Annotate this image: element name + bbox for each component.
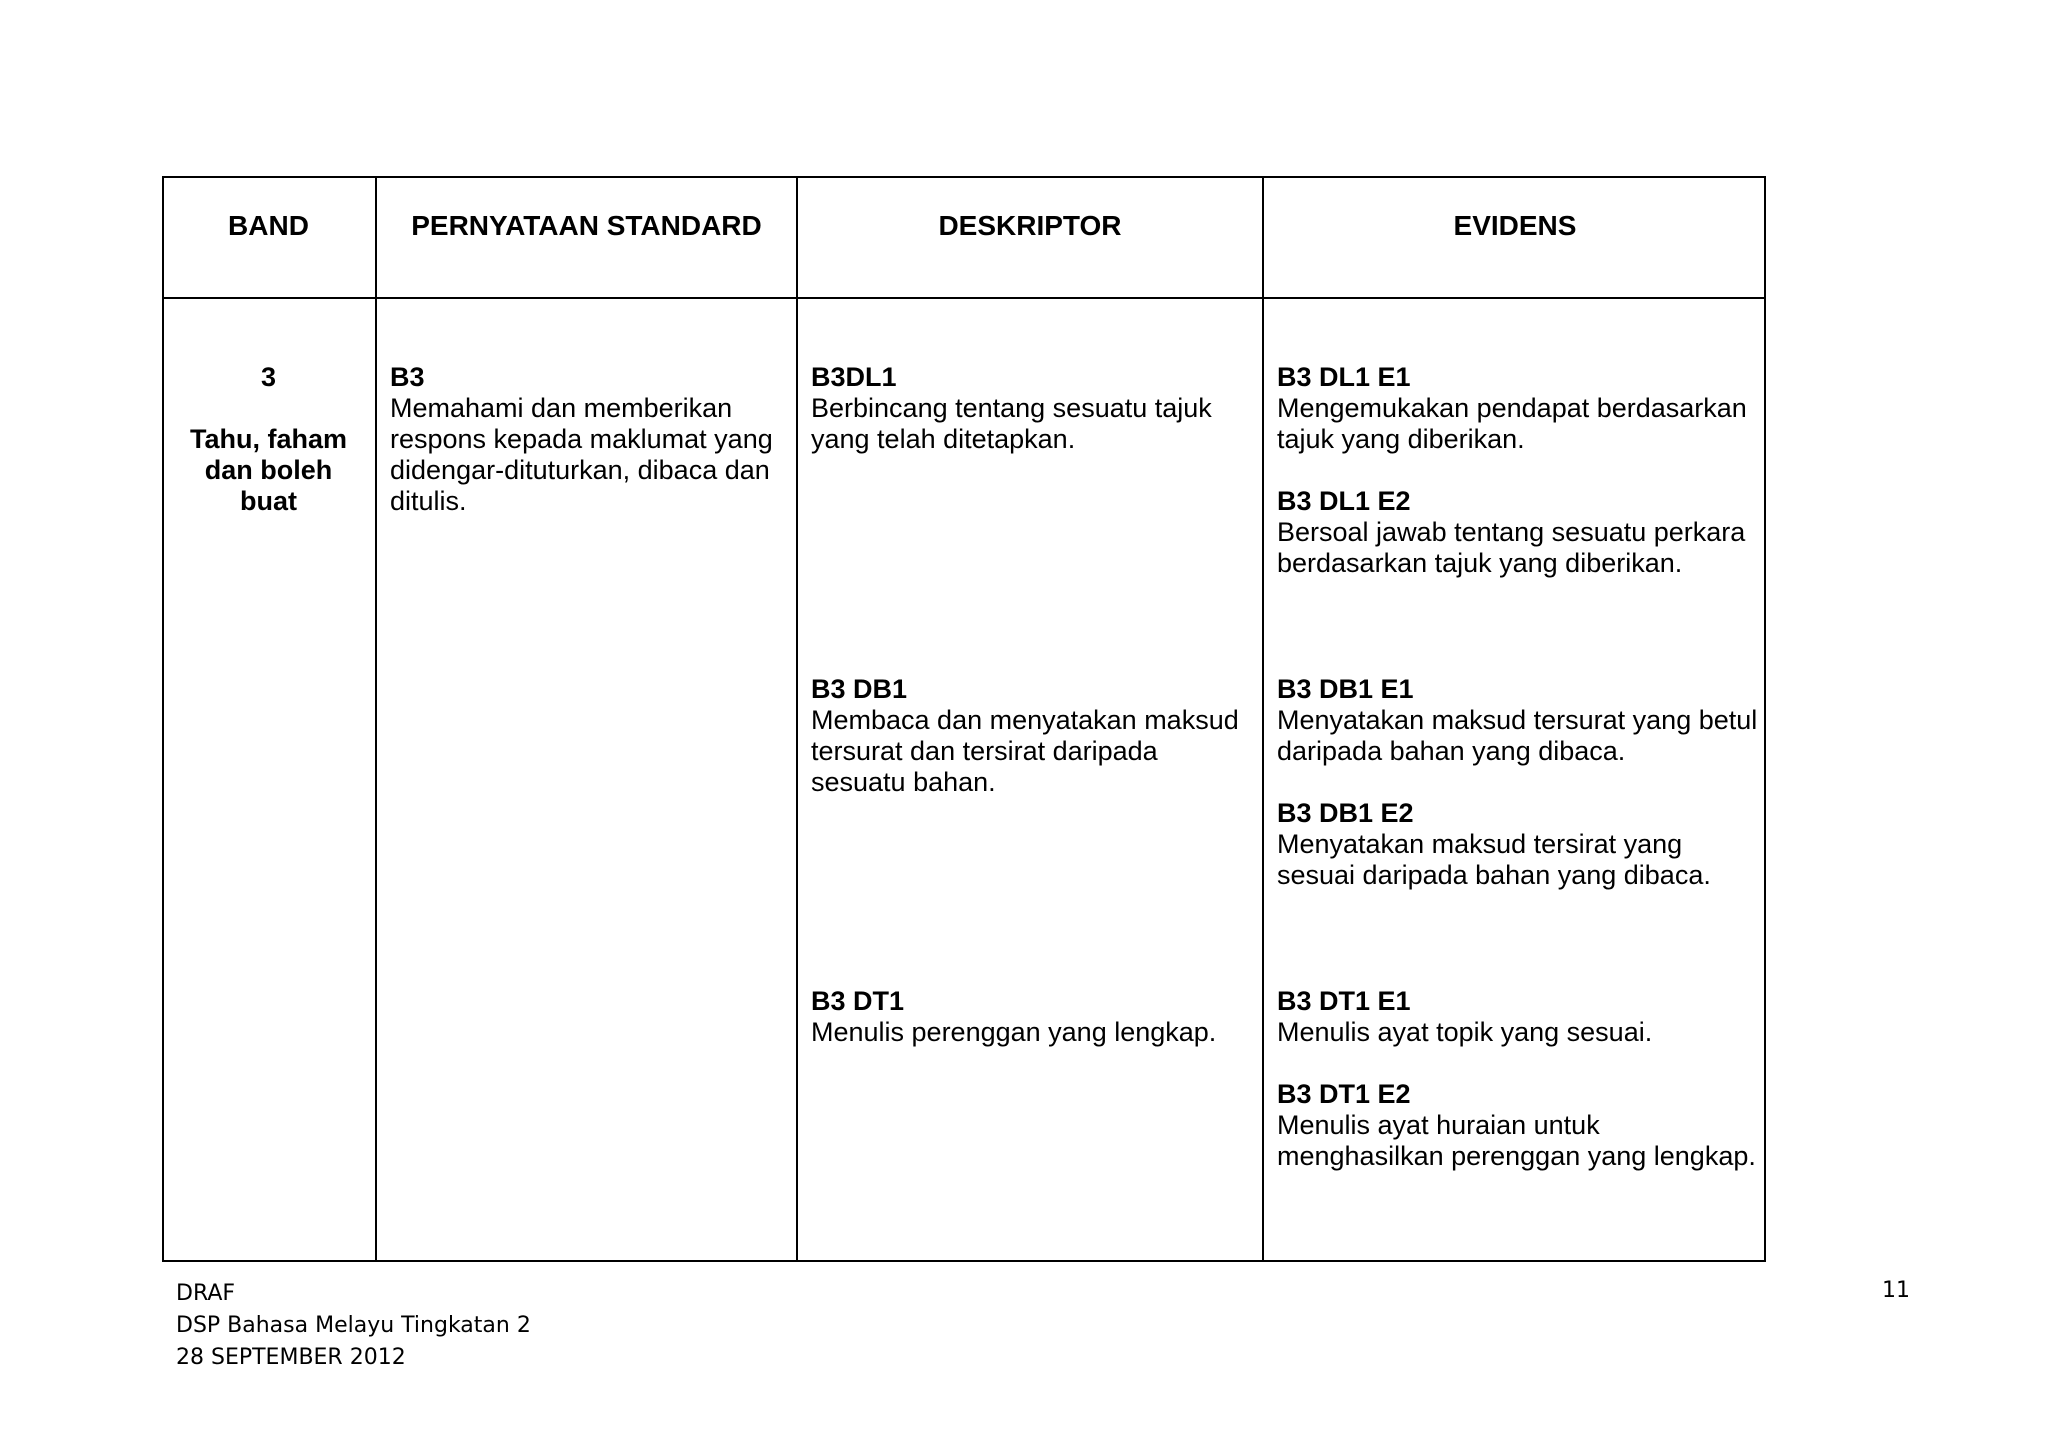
descriptor-text-line: sesuatu bahan. [811,767,996,797]
header-band: BAND [228,210,309,241]
header-evidens: EVIDENS [1453,210,1577,241]
descriptor-code: B3 DB1 [811,674,908,704]
evidens-code: B3 DB1 E2 [1277,798,1414,828]
evidens-dt1-e1 [1277,986,1652,1048]
page-footer [176,1278,531,1374]
evidens-db1-e1 [1277,674,1757,767]
header-deskriptor: DESKRIPTOR [938,210,1122,241]
evidens-text-line: Menulis ayat huraian untuk [1277,1110,1600,1140]
descriptor-db1 [811,674,1239,798]
evidens-text-line: Menyatakan maksud tersirat yang [1277,829,1683,859]
descriptor-code: B3DL1 [811,362,897,392]
evidens-code: B3 DL1 E1 [1277,362,1411,392]
evidens-db1-e2 [1277,798,1711,891]
footer-draft-label: DRAF [176,1281,236,1306]
descriptor-text-line: Menulis perenggan yang lengkap. [811,1017,1217,1047]
footer-document-title: DSP Bahasa Melayu Tingkatan 2 [176,1313,531,1338]
band-description-line: buat [240,486,297,516]
evidens-text-line: Mengemukakan pendapat berdasarkan [1277,393,1747,423]
descriptor-dl1 [811,362,1212,455]
standard-text-line: didengar-dituturkan, dibaca dan [390,455,770,485]
evidens-dt1-e2 [1277,1079,1756,1172]
evidens-dl1-e2 [1277,486,1745,579]
evidens-code: B3 DB1 E1 [1277,674,1414,704]
evidens-text-line: Bersoal jawab tentang sesuatu perkara [1277,517,1746,547]
descriptor-text-line: Membaca dan menyatakan maksud [811,705,1239,735]
column-divider [796,176,798,1262]
descriptor-text-line: Berbincang tentang sesuatu tajuk [811,393,1212,423]
standard-text-line: respons kepada maklumat yang [390,424,773,454]
standard-text-line: Memahami dan memberikan [390,393,733,423]
evidens-text-line: menghasilkan perenggan yang lengkap. [1277,1141,1756,1171]
header-divider [162,297,1766,299]
band-description-line: Tahu, faham [189,424,348,454]
descriptor-dt1 [811,986,1216,1048]
evidens-code: B3 DL1 E2 [1277,486,1411,516]
evidens-code: B3 DT1 E1 [1277,986,1411,1016]
evidens-text-line: tajuk yang diberikan. [1277,424,1525,454]
descriptor-text-line: yang telah ditetapkan. [811,424,1076,454]
evidens-text-line: Menulis ayat topik yang sesuai. [1277,1017,1653,1047]
header-pernyataan-standard: PERNYATAAN STANDARD [411,210,762,241]
descriptor-text-line: tersurat dan tersirat daripada [811,736,1158,766]
standard-text-line: ditulis. [390,486,467,516]
band-number: 3 [260,362,277,392]
band-description [162,424,375,517]
footer-date: 28 SEPTEMBER 2012 [176,1345,406,1370]
evidens-text-line: berdasarkan tajuk yang diberikan. [1277,548,1683,578]
descriptor-code: B3 DT1 [811,986,905,1016]
column-divider [375,176,377,1262]
standard-code: B3 [390,362,425,392]
evidens-text-line: daripada bahan yang dibaca. [1277,736,1626,766]
pernyataan-standard-cell [390,362,773,517]
page-number: 11 [1882,1278,1910,1303]
evidens-text-line: sesuai daripada bahan yang dibaca. [1277,860,1711,890]
band-description-line: dan boleh [204,455,333,485]
evidens-text-line: Menyatakan maksud tersurat yang betul [1277,705,1758,735]
evidens-code: B3 DT1 E2 [1277,1079,1411,1109]
column-divider [1262,176,1264,1262]
evidens-dl1-e1 [1277,362,1747,455]
